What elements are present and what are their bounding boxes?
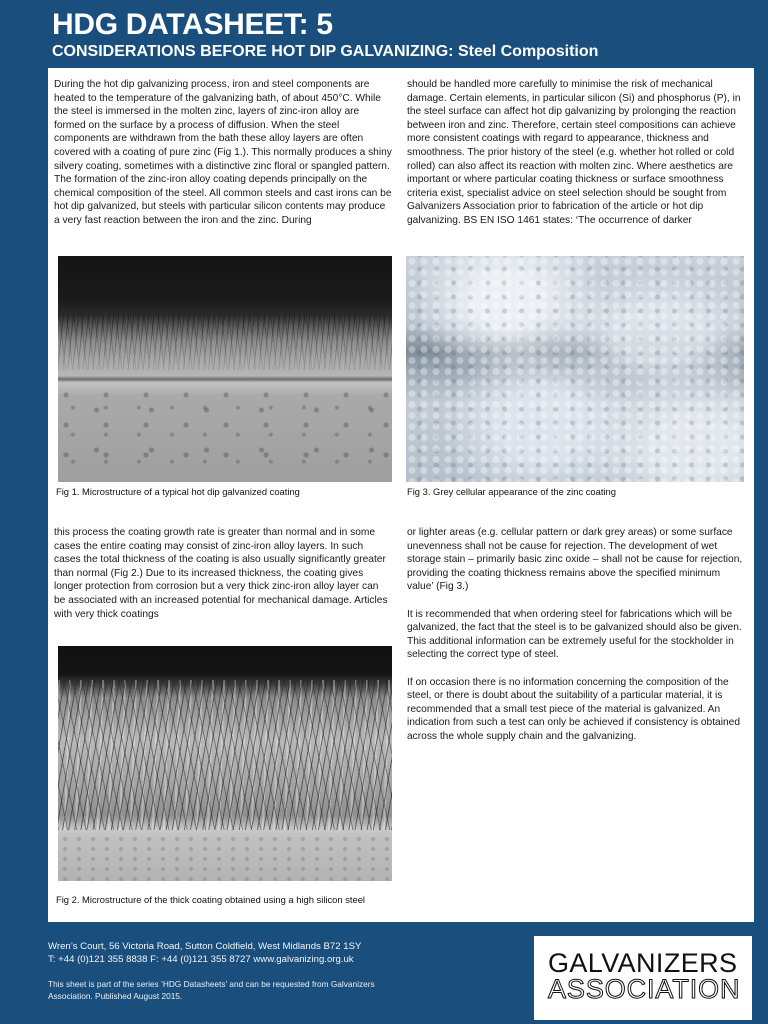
- figure-3-photo: [406, 256, 744, 482]
- figure-3-caption: Fig 3. Grey cellular appearance of the zinc coating: [407, 486, 616, 497]
- logo-word-galvanizers: GALVANIZERS: [548, 948, 738, 978]
- content-panel: [48, 68, 754, 922]
- address-line: Wren’s Court, 56 Victoria Road, Sutton Coldfield, West Midlands B72 1SY: [48, 941, 362, 952]
- figure-2-caption: Fig 2. Microstructure of the thick coating obtained using a high silicon steel: [56, 894, 366, 905]
- contact-line: T: +44 (0)121 355 8838 F: +44 (0)121 355 8727 www.galvanizing.org.uk: [48, 954, 354, 965]
- contact-block: [48, 940, 361, 966]
- figure-1-micrograph: [58, 256, 392, 482]
- column-2-top-text: [407, 78, 745, 228]
- datasheet-header: [0, 0, 768, 68]
- paragraph: It is recommended that when ordering steel for fabrications which will be galvanized, the fact that the steel is to be galvanized should also be given. This additional information can be extremely useful for the stockholder in selecting the correct type of steel.: [407, 608, 742, 661]
- logo-word-association: ASSOCIATION: [548, 974, 741, 1004]
- column-1-mid-text: [54, 526, 392, 621]
- paragraph: should be handled more carefully to minimise the risk of mechanical damage. Certain elements, in particular silicon (Si) and phosphorus (P), in the steel surface can affect hot dip galvanizing by prolonging the reaction between iron and zinc. Therefore, certain steel compositions can achieve more consistent coatings with regard to appearance, thickness and smoothness. The prior history of the steel (e.g. whether hot rolled or cold rolled) can also affect its reaction with molten zinc. Where aesthetics are important or where particular coating thickness or surface smoothness criteria exist, specialist advice on steel selection should be sought from Galvanizers Association prior to fabrication of the article or hot dip galvanizing. BS EN ISO 1461 states: ‘The occurrence of darker: [407, 79, 741, 226]
- datasheet-footer: [0, 922, 768, 1024]
- page-title: HDG DATASHEET: 5: [52, 8, 333, 41]
- alloy-layer-texture: [58, 314, 392, 370]
- series-note: This sheet is part of the series ‘HDG Datasheets’ and can be requested from Galvanizers Association. Published August 2015.: [48, 979, 375, 1001]
- thick-alloy-layer-texture: [58, 680, 392, 830]
- figure-2-micrograph: [58, 646, 392, 881]
- column-1-top-text: [54, 78, 392, 228]
- cellular-texture: [406, 256, 744, 482]
- galvanizers-association-logo: [534, 936, 752, 1020]
- page-subtitle: CONSIDERATIONS BEFORE HOT DIP GALVANIZING: Steel Composition: [52, 43, 599, 60]
- figure-1-caption: Fig 1. Microstructure of a typical hot dip galvanized coating: [56, 486, 300, 497]
- paragraph: this process the coating growth rate is greater than normal and in some cases the entire coating may consist of zinc-iron alloy layers. In such cases the total thickness of the coating is also usually significantly greater than normal (Fig 2.) Due to its increased thickness, the coating gives longer protection from corrosion but a very thick zinc-iron alloy layer can be associated with an increased potential for mechanical damage. Articles with very thick coatings: [54, 527, 388, 620]
- paragraph: or lighter areas (e.g. cellular pattern or dark grey areas) or some surface unevenness shall not be cause for rejection. The development of wet storage stain – primarily basic zinc oxide – shall not be cause for rejection, providing the coating thickness remains above the specified minimum value’ (Fig 3.): [407, 527, 743, 593]
- paragraph: During the hot dip galvanizing process, iron and steel components are heated to the temperature of the galvanizing bath, of about 450°C. While the steel is immersed in the molten zinc, layers of zinc-iron alloy are formed on the surface by a process of diffusion. When the steel components are withdrawn from the bath these alloy layers are often covered with a coating of pure zinc (Fig 1.). This normally produces a shiny silvery coating, sometimes with a distinctive zinc floral or spangled pattern. The formation of the zinc-iron alloy coating depends principally on the chemical composition of the steel. All common steels and cast irons can be hot dip galvanized, but steels with particular silicon contents may produce a very fast reaction between the iron and the zinc. During: [54, 79, 392, 226]
- steel-base-texture: [58, 386, 392, 482]
- paragraph: If on occasion there is no information concerning the composition of the steel, or there is doubt about the suitability of a particular material, it is recommended that a small test piece of the material is galvanized. An indication from such a test can only be achieved if consistency is obtained across the whole supply chain and the galvanizing.: [407, 676, 740, 742]
- column-2-mid-text: [407, 526, 745, 744]
- steel-base-texture: [58, 834, 392, 881]
